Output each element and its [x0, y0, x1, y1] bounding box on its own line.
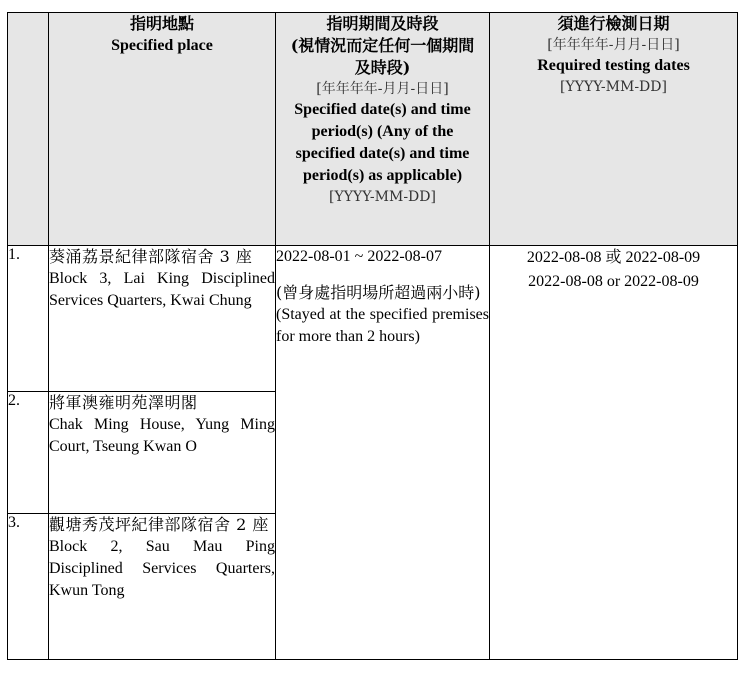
header-place-en: Specified place — [111, 37, 213, 54]
table-row — [8, 246, 738, 392]
period-note-zh: (曾身處指明場所超過兩小時) — [276, 283, 481, 302]
place-name-zh: 觀塘秀茂坪紀律部隊宿舍 2 座 — [49, 515, 269, 534]
shared-testing-cell — [490, 246, 738, 660]
place-name-zh: 葵涌荔景紀律部隊宿舍 3 座 — [49, 247, 253, 266]
header-period-cell — [276, 13, 490, 246]
header-period-format: [年年年年-月月-日日] — [316, 81, 449, 97]
header-place-cell — [49, 13, 276, 246]
row-number: 2. — [8, 392, 49, 514]
place-name-zh: 將軍澳雍明苑澤明閣 — [49, 393, 198, 412]
header-testing-format: [年年年年-月月-日日] — [547, 37, 680, 53]
place-name-en: Block 3, Lai King Disciplined Services Quarters, Kwai Chung — [49, 270, 275, 309]
period-dates: 2022-08-01 ~ 2022-08-07 — [276, 248, 442, 265]
testing-dates-en: 2022-08-08 or 2022-08-09 — [528, 273, 699, 290]
testing-dates-zh: 2022-08-08 或 2022-08-09 — [526, 249, 701, 266]
table-header-row — [8, 13, 738, 246]
header-period-format-en: [YYYY-MM-DD] — [329, 189, 436, 205]
header-testing-cell — [490, 13, 738, 246]
row-place — [49, 514, 276, 660]
header-place-zh: 指明地點 — [129, 14, 194, 33]
shared-period-cell — [276, 246, 490, 660]
header-period-zh: 指明期間及時段 (視情況而定任何一個期間及時段) — [290, 14, 475, 77]
place-name-en: Chak Ming House, Yung Ming Court, Tseung Kwan O — [49, 416, 275, 455]
header-number-cell — [8, 13, 49, 246]
header-testing-zh: 須進行檢測日期 — [557, 14, 670, 33]
row-place — [49, 392, 276, 514]
row-number: 3. — [8, 514, 49, 660]
header-period-en: Specified date(s) and time period(s) (Any of the specified date(s) and time period(s) as applicable) — [294, 101, 471, 184]
specified-places-table — [7, 12, 738, 660]
header-testing-en: Required testing dates — [537, 57, 690, 74]
row-place — [49, 246, 276, 392]
place-name-en: Block 2, Sau Mau Ping Disciplined Services Quarters, Kwun Tong — [49, 538, 275, 599]
header-testing-format-en: [YYYY-MM-DD] — [560, 79, 667, 95]
period-note-en: (Stayed at the specified premises for more than 2 hours) — [276, 306, 489, 345]
row-number: 1. — [8, 246, 49, 392]
